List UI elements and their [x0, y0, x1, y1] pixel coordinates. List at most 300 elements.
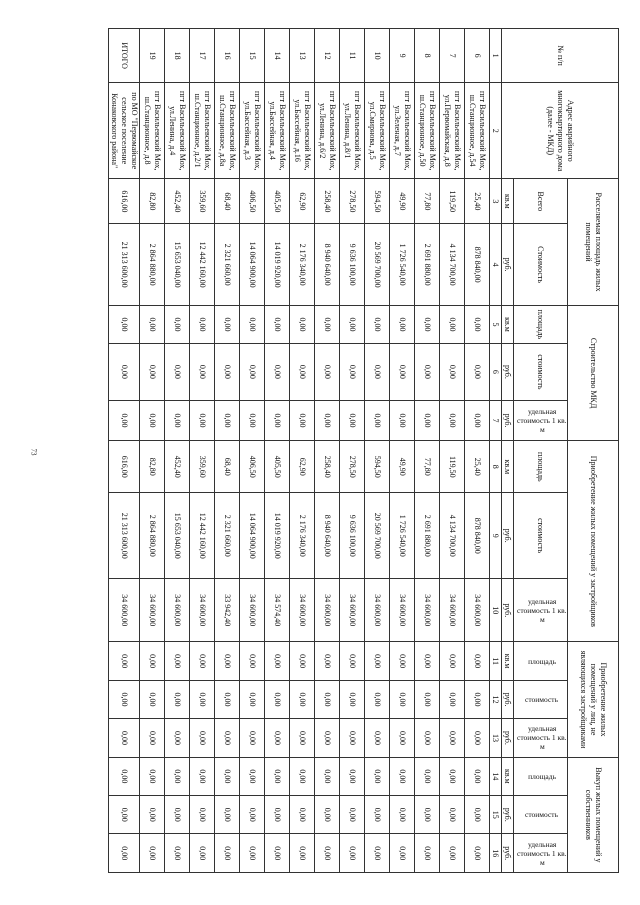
- col-number: 15: [490, 796, 502, 834]
- value-cell: 14 064 900,00: [240, 493, 265, 579]
- col-number: 16: [490, 834, 502, 873]
- value-cell: 406,50: [240, 441, 265, 493]
- value-cell: 0,00: [465, 757, 490, 795]
- value-cell: 0,00: [465, 642, 490, 680]
- col-number: 6: [490, 344, 502, 400]
- value-cell: 0,00: [415, 680, 440, 718]
- header-cost-l: стоимость: [514, 493, 568, 579]
- row-number-cell: 14: [265, 29, 290, 83]
- header-unit-cost: удельная стоимость 1 кв. м: [514, 719, 568, 757]
- value-cell: 0,00: [465, 719, 490, 757]
- value-cell: 0,00: [340, 642, 365, 680]
- value-cell: 878 840,00: [465, 224, 490, 305]
- value-cell: 594,50: [365, 179, 390, 224]
- unit-cell: руб.: [502, 719, 514, 757]
- header-resettled: Расселяемая площадь жилых помещений: [568, 179, 619, 306]
- row-number-cell: 12: [315, 29, 340, 83]
- value-cell: 278,50: [340, 441, 365, 493]
- address-cell: пгт Васильевский Мох, ул.Ленина, д.4: [165, 83, 190, 179]
- value-cell: 0,00: [440, 305, 465, 343]
- value-cell: 34 600,00: [415, 579, 440, 642]
- value-cell: 0,00: [440, 796, 465, 834]
- value-cell: 0,00: [109, 719, 140, 757]
- value-cell: 0,00: [315, 757, 340, 795]
- value-cell: 258,40: [315, 441, 340, 493]
- value-cell: 405,50: [265, 179, 290, 224]
- value-cell: 0,00: [390, 834, 415, 873]
- value-cell: 0,00: [109, 834, 140, 873]
- address-cell: пгт Васильевский Мох, ул.Зеленая, д.7: [390, 83, 415, 179]
- value-cell: 0,00: [340, 719, 365, 757]
- value-cell: 4 134 700,00: [440, 224, 465, 305]
- table-row: [109, 29, 140, 873]
- value-cell: 0,00: [315, 719, 340, 757]
- address-cell: пгт Васильевский Мох, ш.Станционное, д.54: [465, 83, 490, 179]
- value-cell: 0,00: [290, 680, 315, 718]
- value-cell: 0,00: [165, 796, 190, 834]
- value-cell: 25,40: [465, 441, 490, 493]
- value-cell: 34 600,00: [340, 579, 365, 642]
- unit-cell: кв.м: [502, 441, 514, 493]
- value-cell: 0,00: [109, 400, 140, 441]
- row-number-cell: ИТОГО: [109, 29, 140, 83]
- value-cell: 0,00: [165, 680, 190, 718]
- value-cell: 2 176 340,00: [290, 493, 315, 579]
- value-cell: 616,00: [109, 179, 140, 224]
- address-cell: пгт Васильевский Мох, ул.Первомайская, д.8: [440, 83, 465, 179]
- value-cell: 0,00: [415, 305, 440, 343]
- value-cell: 0,00: [140, 757, 165, 795]
- value-cell: 12 442 160,00: [190, 493, 215, 579]
- value-cell: 9 636 100,00: [340, 493, 365, 579]
- table-row: [340, 29, 365, 873]
- value-cell: 34 600,00: [465, 579, 490, 642]
- value-cell: 0,00: [140, 680, 165, 718]
- value-cell: 0,00: [140, 344, 165, 400]
- value-cell: 34 600,00: [390, 579, 415, 642]
- value-cell: 0,00: [465, 344, 490, 400]
- value-cell: 2 321 660,00: [215, 493, 240, 579]
- address-cell: по МО "Первомайское сельское поселение Конаковского района": [109, 83, 140, 179]
- address-cell: пгт Васильевский Мох, ш.Станционное, д.8: [140, 83, 165, 179]
- value-cell: 359,60: [190, 441, 215, 493]
- header-buyout: Выкуп жилых помещений у собственников: [568, 757, 619, 872]
- table-row: [290, 29, 315, 873]
- value-cell: 0,00: [265, 719, 290, 757]
- value-cell: 0,00: [465, 796, 490, 834]
- value-cell: 0,00: [240, 796, 265, 834]
- value-cell: 616,00: [109, 441, 140, 493]
- value-cell: 34 600,00: [440, 579, 465, 642]
- value-cell: 14 019 920,00: [265, 493, 290, 579]
- unit-cell: руб.: [502, 493, 514, 579]
- address-cell: пгт Васильевский Мох, ул.Бассейная, д.4: [265, 83, 290, 179]
- row-number-cell: 17: [190, 29, 215, 83]
- value-cell: 0,00: [165, 642, 190, 680]
- value-cell: 0,00: [315, 400, 340, 441]
- value-cell: 33 942,40: [215, 579, 240, 642]
- value-cell: 0,00: [215, 344, 240, 400]
- resettlement-table: [108, 28, 619, 873]
- unit-cell: руб.: [502, 400, 514, 441]
- header-unit-cost: удельная стоимость 1 кв. м: [514, 400, 568, 441]
- value-cell: 405,50: [265, 441, 290, 493]
- header-total: Всего: [514, 179, 568, 224]
- value-cell: 0,00: [315, 834, 340, 873]
- value-cell: 0,00: [340, 344, 365, 400]
- col-number: 7: [490, 400, 502, 441]
- value-cell: 20 569 700,00: [365, 224, 390, 305]
- unit-cell: кв.м: [502, 305, 514, 343]
- value-cell: 0,00: [315, 680, 340, 718]
- value-cell: 0,00: [140, 834, 165, 873]
- value-cell: 2 691 880,00: [415, 224, 440, 305]
- col-number: 1: [490, 29, 502, 83]
- value-cell: 0,00: [215, 757, 240, 795]
- value-cell: 0,00: [165, 400, 190, 441]
- value-cell: 82,80: [140, 179, 165, 224]
- col-number: 5: [490, 305, 502, 343]
- value-cell: 0,00: [365, 757, 390, 795]
- value-cell: 0,00: [390, 344, 415, 400]
- value-cell: 0,00: [365, 719, 390, 757]
- value-cell: 68,40: [215, 441, 240, 493]
- value-cell: 0,00: [315, 642, 340, 680]
- col-number: 3: [490, 179, 502, 224]
- value-cell: 12 442 160,00: [190, 224, 215, 305]
- value-cell: 0,00: [190, 305, 215, 343]
- value-cell: 14 064 900,00: [240, 224, 265, 305]
- value-cell: 0,00: [265, 305, 290, 343]
- value-cell: 0,00: [340, 305, 365, 343]
- table-row: [140, 29, 165, 873]
- header-area: площадь: [514, 757, 568, 795]
- value-cell: 0,00: [290, 834, 315, 873]
- address-cell: пгт Васильевский Мох, ш.Станционное, д.50: [415, 83, 440, 179]
- col-number: 9: [490, 493, 502, 579]
- row-number-cell: 13: [290, 29, 315, 83]
- value-cell: 406,50: [240, 179, 265, 224]
- value-cell: 14 019 920,00: [265, 224, 290, 305]
- unit-cell: руб.: [502, 834, 514, 873]
- value-cell: 0,00: [240, 305, 265, 343]
- table-row: [215, 29, 240, 873]
- row-number-cell: 11: [340, 29, 365, 83]
- header-area: площадь: [514, 642, 568, 680]
- unit-cell: руб.: [502, 680, 514, 718]
- header-unit-cost: удельная стоимость 1 кв. м: [514, 579, 568, 642]
- header-area: площадь: [514, 441, 568, 493]
- value-cell: 34 600,00: [190, 579, 215, 642]
- table-row: [190, 29, 215, 873]
- value-cell: 0,00: [415, 796, 440, 834]
- value-cell: 0,00: [165, 834, 190, 873]
- col-number: 13: [490, 719, 502, 757]
- value-cell: 0,00: [140, 796, 165, 834]
- address-cell: пгт Васильевский Мох, ул.Бассейная, д.3: [240, 83, 265, 179]
- value-cell: 2 176 340,00: [290, 224, 315, 305]
- value-cell: 21 313 600,00: [109, 493, 140, 579]
- value-cell: 20 569 700,00: [365, 493, 390, 579]
- value-cell: 0,00: [390, 796, 415, 834]
- value-cell: 0,00: [390, 305, 415, 343]
- value-cell: 62,90: [290, 441, 315, 493]
- header-num: № п/п: [502, 29, 619, 83]
- col-number: 2: [490, 83, 502, 179]
- value-cell: 0,00: [165, 305, 190, 343]
- value-cell: 0,00: [465, 305, 490, 343]
- value-cell: 0,00: [415, 834, 440, 873]
- value-cell: 0,00: [315, 344, 340, 400]
- value-cell: 359,60: [190, 179, 215, 224]
- value-cell: 15 653 040,00: [165, 493, 190, 579]
- value-cell: 0,00: [390, 400, 415, 441]
- value-cell: 452,40: [165, 179, 190, 224]
- value-cell: 15 653 040,00: [165, 224, 190, 305]
- value-cell: 0,00: [415, 757, 440, 795]
- value-cell: 0,00: [215, 680, 240, 718]
- value-cell: 0,00: [265, 680, 290, 718]
- value-cell: 0,00: [390, 719, 415, 757]
- value-cell: 0,00: [290, 642, 315, 680]
- header-address: Адрес аварийного многоквартирного дома (далее - МКД): [502, 83, 619, 179]
- table-row: [365, 29, 390, 873]
- table-row: [315, 29, 340, 873]
- value-cell: 0,00: [215, 834, 240, 873]
- value-cell: 2 864 880,00: [140, 224, 165, 305]
- value-cell: 62,90: [290, 179, 315, 224]
- header-cost-l: стоимость: [514, 796, 568, 834]
- unit-cell: кв.м: [502, 642, 514, 680]
- value-cell: 0,00: [240, 757, 265, 795]
- value-cell: 0,00: [240, 344, 265, 400]
- value-cell: 0,00: [215, 719, 240, 757]
- table-row: [390, 29, 415, 873]
- col-number: 10: [490, 579, 502, 642]
- header-cost-l: стоимость: [514, 344, 568, 400]
- value-cell: 0,00: [240, 680, 265, 718]
- row-number-cell: 10: [365, 29, 390, 83]
- header-unit-cost: удельная стоимость 1 кв. м: [514, 834, 568, 873]
- value-cell: 0,00: [290, 305, 315, 343]
- value-cell: 0,00: [190, 796, 215, 834]
- value-cell: 0,00: [340, 680, 365, 718]
- value-cell: 0,00: [365, 796, 390, 834]
- value-cell: 0,00: [340, 757, 365, 795]
- table-row: [415, 29, 440, 873]
- value-cell: 0,00: [190, 400, 215, 441]
- value-cell: 0,00: [109, 680, 140, 718]
- value-cell: 0,00: [290, 344, 315, 400]
- value-cell: 0,00: [415, 719, 440, 757]
- value-cell: 34 600,00: [165, 579, 190, 642]
- value-cell: 0,00: [190, 344, 215, 400]
- unit-cell: руб.: [502, 344, 514, 400]
- value-cell: 0,00: [340, 400, 365, 441]
- value-cell: 0,00: [109, 796, 140, 834]
- value-cell: 0,00: [240, 719, 265, 757]
- value-cell: 49,90: [390, 179, 415, 224]
- value-cell: 0,00: [190, 680, 215, 718]
- value-cell: 1 726 540,00: [390, 224, 415, 305]
- value-cell: 0,00: [365, 642, 390, 680]
- value-cell: 0,00: [215, 305, 240, 343]
- value-cell: 25,40: [465, 179, 490, 224]
- value-cell: 0,00: [140, 305, 165, 343]
- value-cell: 0,00: [440, 719, 465, 757]
- address-cell: пгт Васильевский Мох, ш.Станционное, д.8а: [215, 83, 240, 179]
- value-cell: 0,00: [315, 305, 340, 343]
- value-cell: 0,00: [265, 344, 290, 400]
- table-row: [465, 29, 490, 873]
- address-cell: пгт Васильевский Мох, ул.Ленина, д.8/1: [340, 83, 365, 179]
- value-cell: 0,00: [109, 642, 140, 680]
- value-cell: 0,00: [290, 757, 315, 795]
- value-cell: 0,00: [165, 344, 190, 400]
- value-cell: 0,00: [290, 400, 315, 441]
- value-cell: 0,00: [165, 757, 190, 795]
- value-cell: 9 636 100,00: [340, 224, 365, 305]
- value-cell: 8 940 640,00: [315, 224, 340, 305]
- value-cell: 278,50: [340, 179, 365, 224]
- row-number-cell: 16: [215, 29, 240, 83]
- value-cell: 0,00: [240, 642, 265, 680]
- address-cell: пгт Васильевский Мох, ш.Станционное, д.2/1: [190, 83, 215, 179]
- value-cell: 0,00: [265, 642, 290, 680]
- header-cost: Стоимость: [514, 224, 568, 305]
- row-number-cell: 18: [165, 29, 190, 83]
- value-cell: 0,00: [465, 680, 490, 718]
- value-cell: 21 313 600,00: [109, 224, 140, 305]
- row-number-cell: 15: [240, 29, 265, 83]
- value-cell: 0,00: [109, 344, 140, 400]
- value-cell: 0,00: [365, 344, 390, 400]
- value-cell: 0,00: [265, 757, 290, 795]
- value-cell: 0,00: [365, 400, 390, 441]
- value-cell: 0,00: [140, 642, 165, 680]
- value-cell: 0,00: [265, 796, 290, 834]
- value-cell: 119,50: [440, 179, 465, 224]
- unit-cell: кв.м: [502, 757, 514, 795]
- value-cell: 0,00: [390, 680, 415, 718]
- col-number: 14: [490, 757, 502, 795]
- value-cell: 2 864 880,00: [140, 493, 165, 579]
- value-cell: 258,40: [315, 179, 340, 224]
- unit-cell: руб.: [502, 579, 514, 642]
- value-cell: 452,40: [165, 441, 190, 493]
- table-row: [265, 29, 290, 873]
- header-construction: Строительство МКД: [568, 305, 619, 441]
- unit-cell: руб.: [502, 796, 514, 834]
- value-cell: 34 600,00: [240, 579, 265, 642]
- col-number: 11: [490, 642, 502, 680]
- value-cell: 0,00: [440, 680, 465, 718]
- value-cell: 34 600,00: [140, 579, 165, 642]
- value-cell: 0,00: [140, 400, 165, 441]
- value-cell: 119,50: [440, 441, 465, 493]
- row-number-cell: 7: [440, 29, 465, 83]
- value-cell: 34 600,00: [290, 579, 315, 642]
- row-number-cell: 8: [415, 29, 440, 83]
- value-cell: 34 600,00: [365, 579, 390, 642]
- row-number-cell: 6: [465, 29, 490, 83]
- address-cell: пгт Васильевский Мох, ул.Бассейная, д.16: [290, 83, 315, 179]
- value-cell: 0,00: [440, 344, 465, 400]
- value-cell: 0,00: [365, 305, 390, 343]
- value-cell: 0,00: [215, 400, 240, 441]
- value-cell: 0,00: [365, 834, 390, 873]
- page-number: 73: [29, 448, 38, 456]
- col-number: 4: [490, 224, 502, 305]
- row-number-cell: 9: [390, 29, 415, 83]
- value-cell: 0,00: [140, 719, 165, 757]
- value-cell: 77,80: [415, 441, 440, 493]
- value-cell: 0,00: [109, 757, 140, 795]
- value-cell: 0,00: [365, 680, 390, 718]
- table-row: [165, 29, 190, 873]
- col-number: 8: [490, 441, 502, 493]
- value-cell: 0,00: [390, 757, 415, 795]
- value-cell: 0,00: [265, 400, 290, 441]
- value-cell: 0,00: [390, 642, 415, 680]
- value-cell: 0,00: [340, 834, 365, 873]
- value-cell: 68,40: [215, 179, 240, 224]
- value-cell: 0,00: [165, 719, 190, 757]
- header-area: площадь: [514, 305, 568, 343]
- value-cell: 0,00: [440, 642, 465, 680]
- unit-cell: руб.: [502, 224, 514, 305]
- value-cell: 2 321 660,00: [215, 224, 240, 305]
- col-number: 12: [490, 680, 502, 718]
- address-cell: пгт Васильевский Мох, ул.Ленина, д.6/2: [315, 83, 340, 179]
- header-purchase-dev: Приобретение жилых помещений у застройщиков: [568, 441, 619, 642]
- value-cell: 82,80: [140, 441, 165, 493]
- value-cell: 0,00: [240, 400, 265, 441]
- unit-cell: кв.м: [502, 179, 514, 224]
- table-row: [440, 29, 465, 873]
- value-cell: 0,00: [340, 796, 365, 834]
- value-cell: 0,00: [190, 757, 215, 795]
- value-cell: 0,00: [190, 834, 215, 873]
- header-purchase-nondev: Приобретение жилых помещений у лиц, не являющихся застройщиками: [568, 642, 619, 757]
- value-cell: 49,90: [390, 441, 415, 493]
- address-cell: пгт Васильевский Мох, ул.Смирнова, д.5: [365, 83, 390, 179]
- value-cell: 878 840,00: [465, 493, 490, 579]
- value-cell: 0,00: [465, 400, 490, 441]
- value-cell: 594,50: [365, 441, 390, 493]
- value-cell: 8 940 640,00: [315, 493, 340, 579]
- value-cell: 0,00: [415, 344, 440, 400]
- header-cost-l: стоимость: [514, 680, 568, 718]
- value-cell: 0,00: [290, 796, 315, 834]
- value-cell: 0,00: [440, 757, 465, 795]
- value-cell: 0,00: [415, 642, 440, 680]
- value-cell: 1 726 540,00: [390, 493, 415, 579]
- value-cell: 34 600,00: [315, 579, 340, 642]
- value-cell: 0,00: [440, 400, 465, 441]
- table-row: [240, 29, 265, 873]
- value-cell: 34 574,40: [265, 579, 290, 642]
- value-cell: 4 134 700,00: [440, 493, 465, 579]
- value-cell: 0,00: [190, 719, 215, 757]
- value-cell: 0,00: [240, 834, 265, 873]
- value-cell: 34 600,00: [109, 579, 140, 642]
- value-cell: 0,00: [109, 305, 140, 343]
- value-cell: 0,00: [440, 834, 465, 873]
- value-cell: 0,00: [290, 719, 315, 757]
- value-cell: 0,00: [315, 796, 340, 834]
- value-cell: 0,00: [215, 642, 240, 680]
